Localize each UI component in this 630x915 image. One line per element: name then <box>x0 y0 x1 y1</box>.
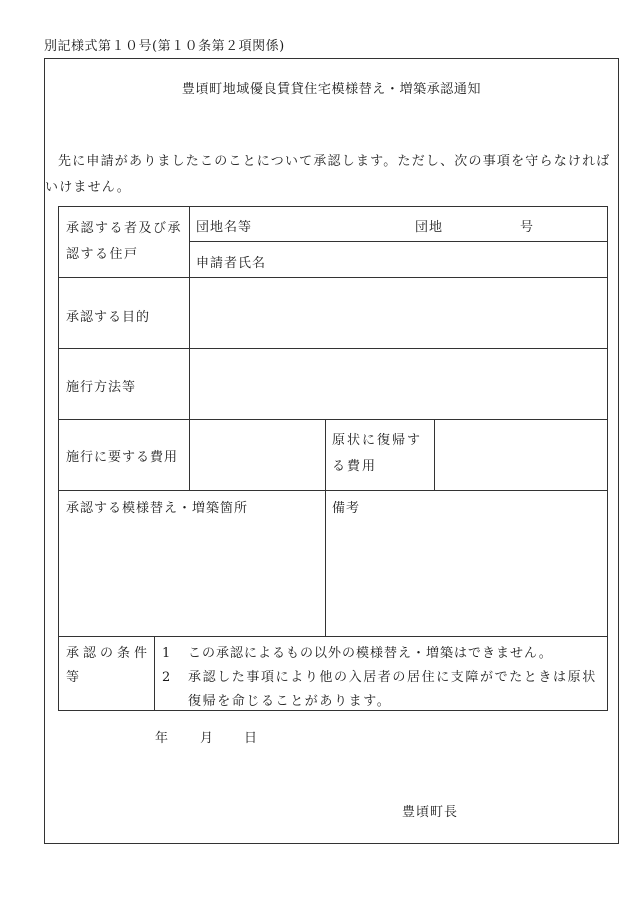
date-month: 月 <box>200 731 214 746</box>
method-value[interactable] <box>190 349 607 419</box>
approved-person-label: 承認する者及び承認する住戸 <box>66 221 183 262</box>
conditions-label: 承認の条件等 <box>66 646 152 685</box>
location-label: 承認する模様替え・増築箇所 <box>66 501 249 516</box>
method-label: 施行方法等 <box>66 380 137 395</box>
complex-suffix: 団地 <box>415 220 444 235</box>
remarks-label: 備考 <box>332 501 361 516</box>
applicant-name-label: 申請者氏名 <box>196 256 267 271</box>
form-reference: 別記様式第１０号(第１０条第２項関係) <box>44 39 285 54</box>
notice-frame <box>44 58 619 844</box>
condition-2-number: 2 <box>162 670 172 685</box>
condition-1-number: 1 <box>162 646 172 661</box>
signer: 豊頃町長 <box>402 805 459 820</box>
cost-label: 施行に要する費用 <box>66 450 179 465</box>
purpose-value[interactable] <box>190 278 607 348</box>
restore-cost-label: 原状に復帰する費用 <box>332 433 423 474</box>
date-year: 年 <box>155 731 169 746</box>
document-title: 豊頃町地域優良賃貸住宅模様替え・増築承認通知 <box>181 82 482 97</box>
purpose-label: 承認する目的 <box>66 310 151 325</box>
condition-2-text: 承認した事項により他の入居者の居住に支障がでたときは原状復帰を命じることがあります。 <box>188 670 597 709</box>
condition-1-text: この承認によるもの以外の模様替え・増築はできません。 <box>188 646 553 661</box>
complex-name-label: 団地名等 <box>196 220 253 235</box>
date-day: 日 <box>244 731 258 746</box>
restore-cost-value[interactable] <box>435 420 607 490</box>
approval-table <box>58 206 608 711</box>
intro-text: 先に申請がありましたこのことについて承認します。ただし、次の事項を守らなければいけません。 <box>45 154 611 195</box>
cost-value[interactable] <box>190 420 325 490</box>
unit-suffix: 号 <box>520 220 535 235</box>
